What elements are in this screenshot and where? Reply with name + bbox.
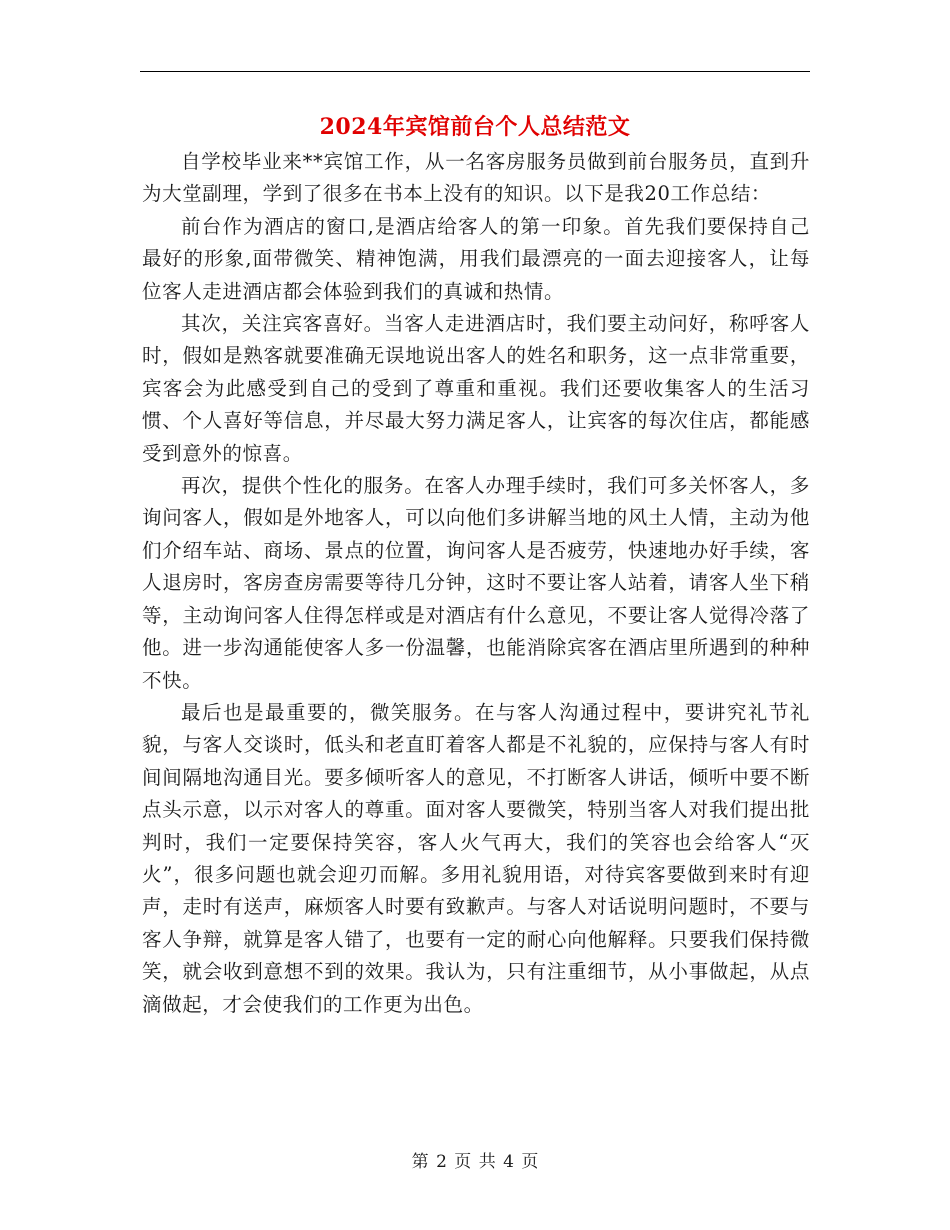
document-title: 2024年宾馆前台个人总结范文	[319, 114, 631, 140]
paragraph-smile-service: 最后也是最重要的，微笑服务。在与客人沟通过程中，要讲究礼节礼貌，与客人交谈时，低头和老直盯着客人都是不礼貌的，应保持与客人有时间间隔地沟通目光。要多倾听客人的意见，不打断客人讲话，倾听中要不断点头示意，以示对客人的尊重。面对客人要微笑，特别当客人对我们提出批判时，我们一定要保持笑容，客人火气再大，我们的笑容也会给客人“灭火”，很多问题也就会迎刃而解。多用礼貌用语，对待宾客要做到来时有迎声，走时有送声，麻烦客人时要有致歉声。与客人对话说明问题时，不要与客人争辩，就算是客人错了，也要有一定的耐心向他解释。只要我们保持微笑，就会收到意想不到的效果。我认为，只有注重细节，从小事做起，从点滴做起，才会使我们的工作更为出色。	[142, 700, 810, 1016]
paragraph-guest-preferences: 其次，关注宾客喜好。当客人走进酒店时，我们要主动问好，称呼客人时，假如是熟客就要准确无误地说出客人的姓名和职务，这一点非常重要，宾客会为此感受到自己的受到了尊重和重视。我们还要收集客人的生活习惯、个人喜好等信息，并尽最大努力满足客人，让宾客的每次住店，都能感受到意外的惊喜。	[142, 312, 810, 465]
header-rule	[140, 71, 810, 72]
document-body	[142, 146, 810, 1021]
paragraph-intro: 自学校毕业来**宾馆工作，从一名客房服务员做到前台服务员，直到升为大堂副理，学到了很多在书本上没有的知识。以下是我20工作总结：	[142, 150, 810, 206]
paragraph-personalized-service: 再次，提供个性化的服务。在客人办理手续时，我们可多关怀客人，多询问客人，假如是外地客人，可以向他们多讲解当地的风土人情，主动为他们介绍车站、商场、景点的位置，询问客人是否疲劳，快速地办好手续，客人退房时，客房查房需要等待几分钟，这时不要让客人站着，请客人坐下稍等，主动询问客人住得怎样或是对酒店有什么意见，不要让客人觉得冷落了他。进一步沟通能使客人多一份温馨，也能消除宾客在酒店里所遇到的种种不快。	[142, 474, 810, 692]
page-number-footer: 第 2 页 共 4 页	[411, 1152, 539, 1172]
paragraph-first-impression: 前台作为酒店的窗口,是酒店给客人的第一印象。首先我们要保持自己最好的形象,面带微笑、精神饱满，用我们最漂亮的一面去迎接客人，让每位客人走进酒店都会体验到我们的真诚和热情。	[142, 214, 810, 303]
